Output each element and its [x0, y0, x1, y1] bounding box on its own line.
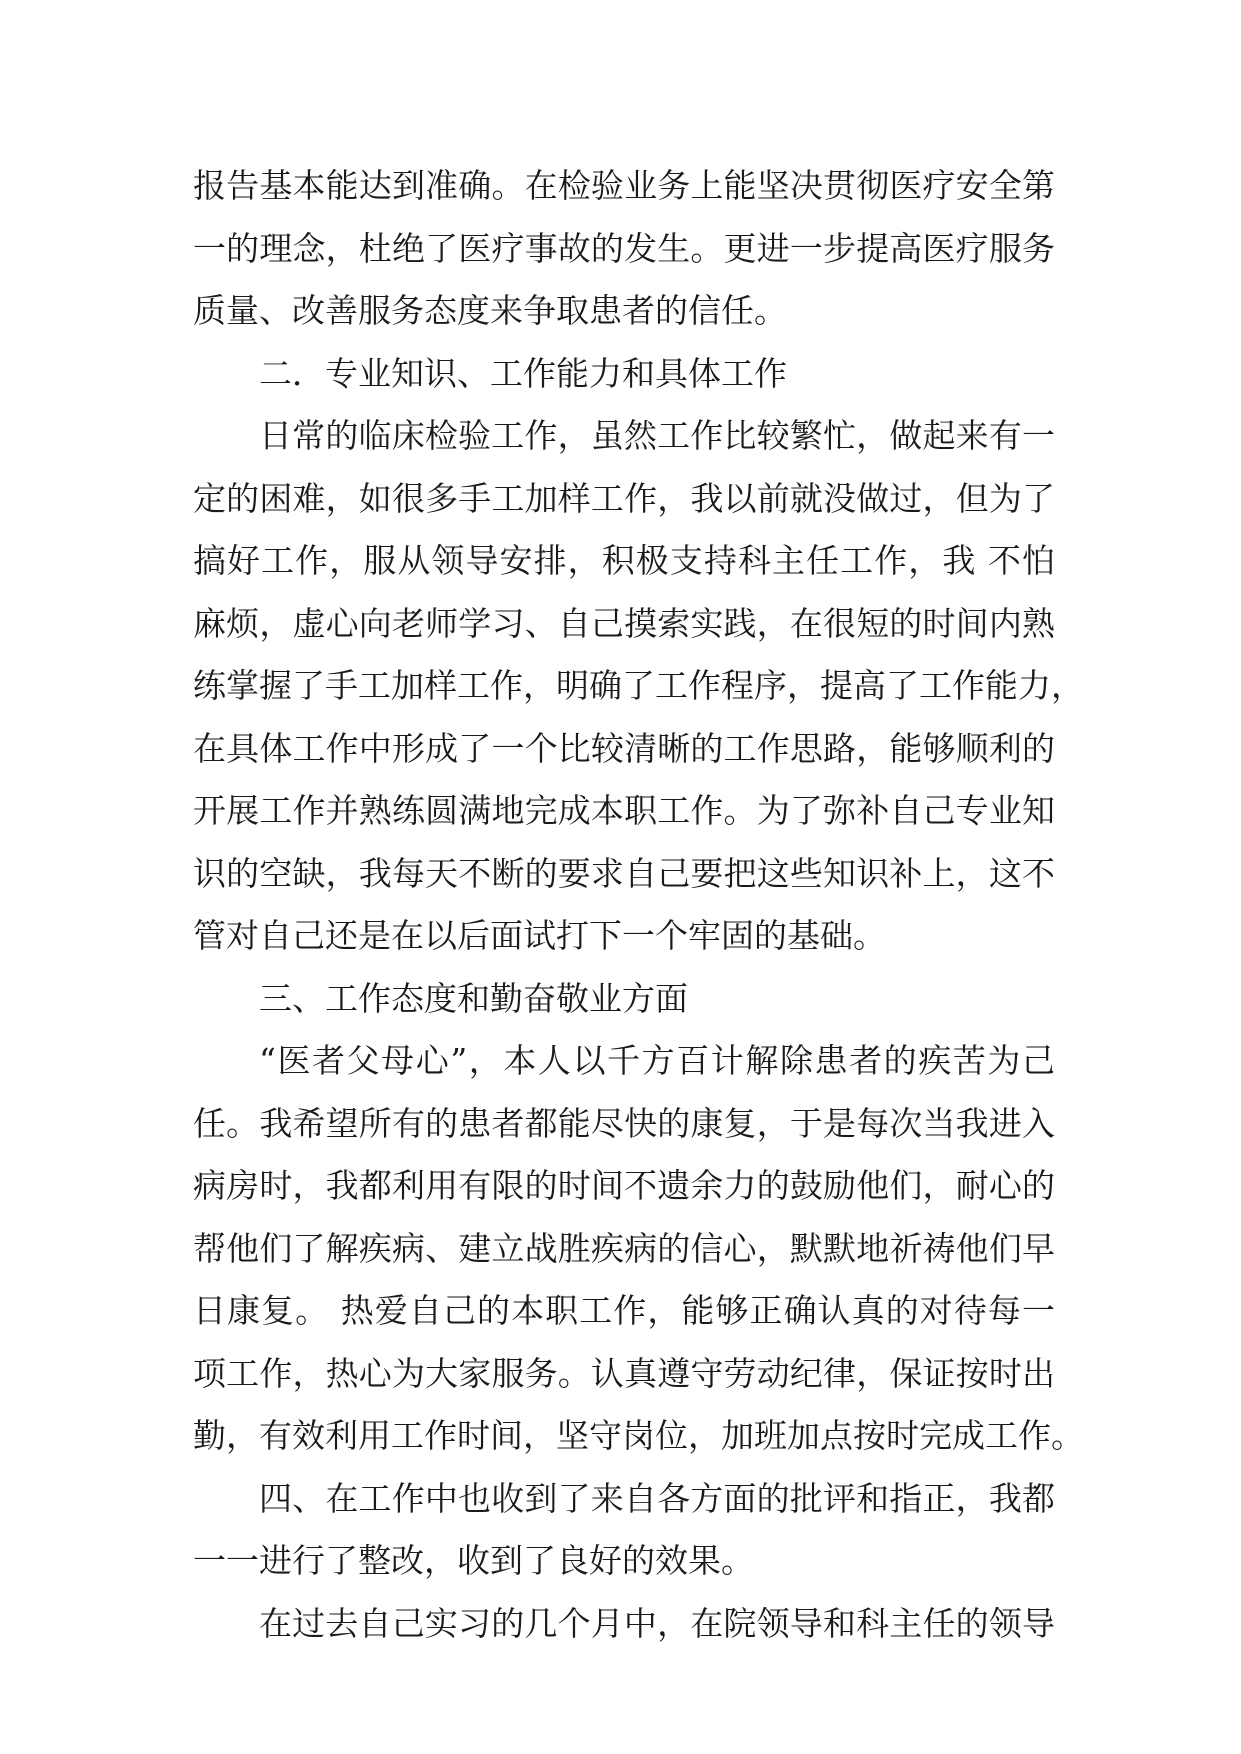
text-line: 三、工作态度和勤奋敬业方面	[259, 978, 688, 1018]
text-line: 识的空缺，我每天不断的要求自己要把这些知识补上，这不	[193, 853, 1055, 893]
text-line: 病房时，我都利用有限的时间不遗余力的鼓励他们，耐心的	[193, 1166, 1055, 1205]
text-line: 在具体工作中形成了一个比较清晰的工作思路，能够顺利的	[193, 728, 1055, 768]
text-line: 日康复。 热爱自己的本职工作，能够正确认真的对待每一	[193, 1291, 1055, 1330]
text-line: 项工作，热心为大家服务。认真遵守劳动纪律，保证按时出	[193, 1353, 1055, 1393]
text-line: 勤，有效利用工作时间，坚守岗位，加班加点按时完成工作。	[193, 1416, 1084, 1455]
text-line: 搞好工作，服从领导安排，积极支持科主任工作，我 不怕	[193, 541, 1055, 580]
text-line: 练掌握了手工加样工作，明确了工作程序，提高了工作能力，	[193, 666, 1084, 705]
text-line: 在过去自己实习的几个月中，在院领导和科主任的领导	[259, 1603, 1055, 1643]
text-line: 一的理念，杜绝了医疗事故的发生。更进一步提高医疗服务	[193, 228, 1055, 268]
text-line: 四、在工作中也收到了来自各方面的批评和指正，我都	[259, 1478, 1055, 1518]
text-line: 管对自己还是在以后面试打下一个牢固的基础。	[193, 916, 886, 955]
text-line: 麻烦，虚心向老师学习、自己摸索实践，在很短的时间内熟	[193, 603, 1055, 643]
text-line: 定的困难，如很多手工加样工作，我以前就没做过，但为了	[193, 478, 1055, 518]
document-body	[193, 155, 1084, 1655]
text-line: 帮他们了解疾病、建立战胜疾病的信心，默默地祈祷他们早	[193, 1228, 1055, 1268]
text-line: 报告基本能达到准确。在检验业务上能坚决贯彻医疗安全第	[193, 166, 1055, 205]
text-line: 二．专业知识、工作能力和具体工作	[259, 353, 787, 393]
text-line: “医者父母心”，本人以千方百计解除患者的疾苦为己	[259, 1041, 1055, 1080]
text-line: 开展工作并熟练圆满地完成本职工作。为了弥补自己专业知	[193, 791, 1055, 830]
text-line: 质量、改善服务态度来争取患者的信任。	[193, 291, 787, 330]
text-line: 任。我希望所有的患者都能尽快的康复，于是每次当我进入	[193, 1103, 1055, 1143]
text-line: 日常的临床检验工作，虽然工作比较繁忙，做起来有一	[259, 416, 1055, 455]
text-line: 一一进行了整改，收到了良好的效果。	[193, 1541, 754, 1580]
